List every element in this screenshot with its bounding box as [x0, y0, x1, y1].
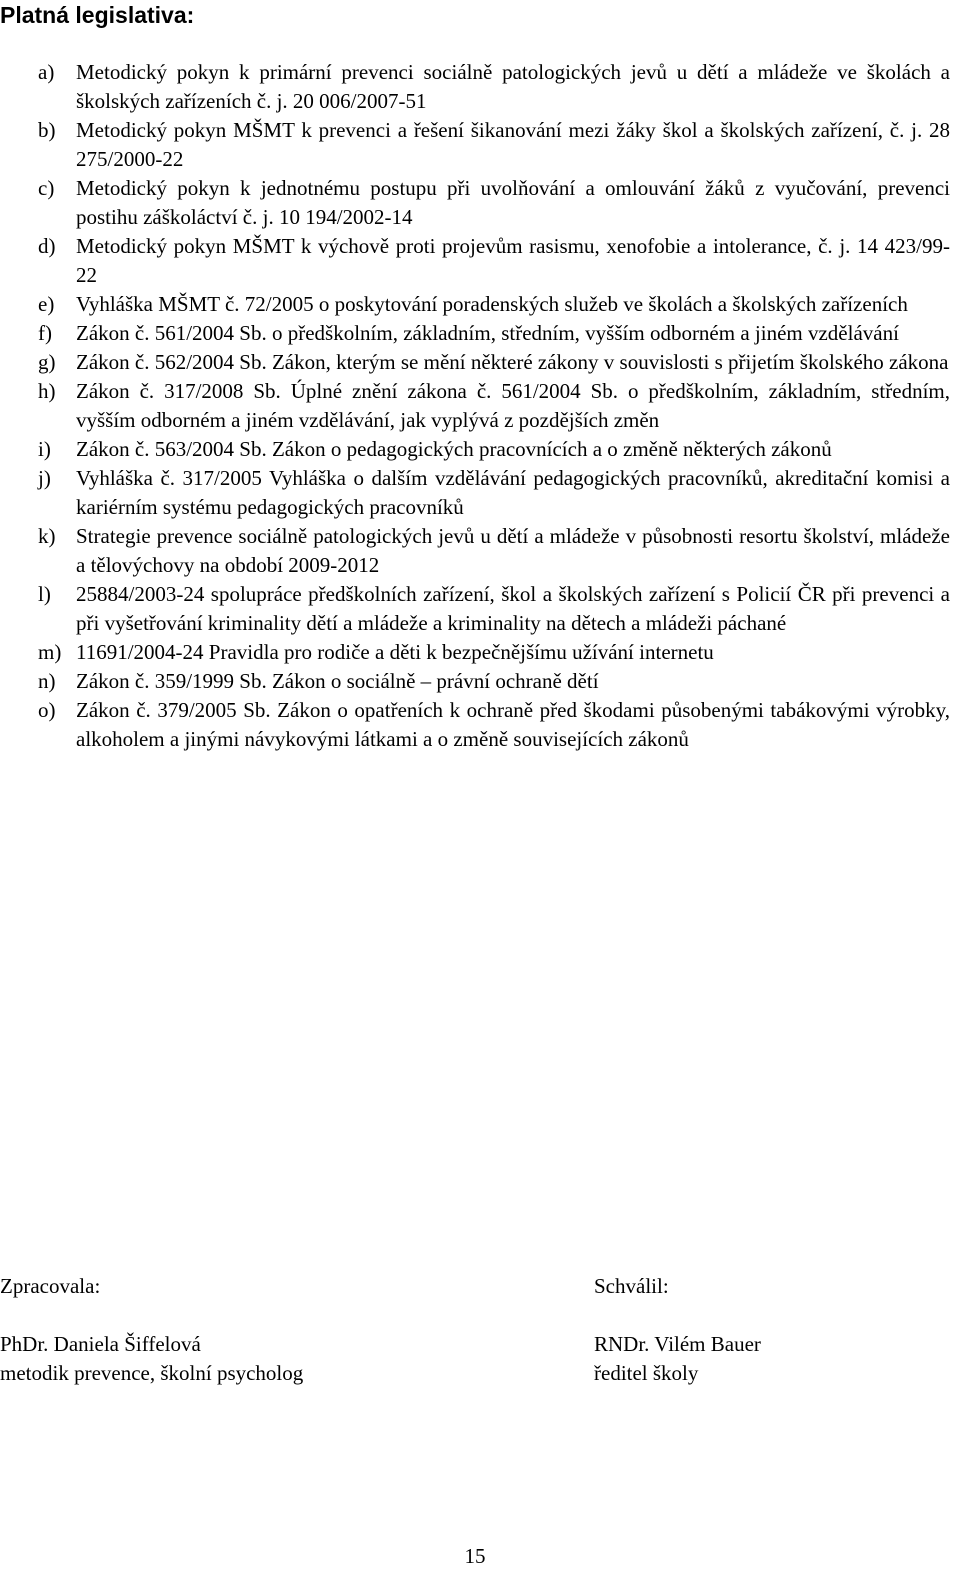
legislation-item-k	[38, 522, 950, 580]
signature-title: metodik prevence, školní psycholog	[0, 1361, 304, 1385]
item-letter: e)	[38, 292, 55, 316]
item-letter: j)	[38, 466, 51, 490]
page-number: 15	[464, 1544, 486, 1568]
legislation-item-n	[38, 667, 950, 696]
legislation-item-j	[38, 464, 950, 522]
item-letter: o)	[38, 698, 56, 722]
item-text: 25884/2003-24 spolupráce předškolních zařízení, škol a školských zařízení s Policií ČR při prevenci a při vyšetřování kriminality dětí a mládeže a kriminality na dětech a mládeži páchané	[76, 582, 950, 635]
item-text: Zákon č. 379/2005 Sb. Zákon o opatřeních k ochraně před škodami působenými tabákovými výrobky, alkoholem a jinými návykovými látkami a o změně souvisejících zákonů	[76, 698, 950, 751]
signature-role: Schválil:	[594, 1274, 669, 1298]
item-letter: h)	[38, 379, 56, 403]
signature-name: RNDr. Vilém Bauer	[594, 1332, 761, 1356]
item-text: Metodický pokyn MŠMT k prevenci a řešení šikanování mezi žáky škol a školských zařízení, č. j. 28 275/2000-22	[76, 118, 950, 171]
item-letter: i)	[38, 437, 51, 461]
legislation-item-o	[38, 696, 950, 754]
item-letter: d)	[38, 234, 56, 258]
signature-approved-by	[594, 1272, 954, 1388]
page-title: Platná legislativa:	[0, 2, 195, 28]
item-letter: g)	[38, 350, 56, 374]
item-text: Metodický pokyn k jednotnému postupu při uvolňování a omlouvání žáků z vyučování, prevenci postihu záškoláctví č. j. 10 194/2002-14	[76, 176, 950, 229]
signature-prepared-by	[0, 1272, 450, 1388]
legislation-list	[38, 58, 950, 754]
signature-title: ředitel školy	[594, 1361, 699, 1385]
item-text: Metodický pokyn MŠMT k výchově proti projevům rasismu, xenofobie a intolerance, č. j. 14 423/99-22	[76, 234, 950, 287]
item-text: Strategie prevence sociálně patologických jevů u dětí a mládeže v působnosti resortu školství, mládeže a tělovýchovy na období 2009-2012	[76, 524, 950, 577]
legislation-item-e	[38, 290, 950, 319]
item-letter: f)	[38, 321, 52, 345]
item-letter: l)	[38, 582, 51, 606]
legislation-item-f	[38, 319, 950, 348]
legislation-item-b	[38, 116, 950, 174]
item-text: Zákon č. 317/2008 Sb. Úplné znění zákona č. 561/2004 Sb. o předškolním, základním, středním, vyšším odborném a jiném vzdělávání, jak vyplývá z pozdějších změn	[76, 379, 950, 432]
legislation-item-h	[38, 377, 950, 435]
signature-spacer	[594, 1301, 954, 1330]
item-letter: m)	[38, 640, 62, 664]
item-letter: n)	[38, 669, 56, 693]
item-letter: k)	[38, 524, 56, 548]
legislation-item-m	[38, 638, 950, 667]
legislation-item-a	[38, 58, 950, 116]
item-text: Zákon č. 561/2004 Sb. o předškolním, základním, středním, vyšším odborném a jiném vzdělávání	[76, 321, 899, 345]
legislation-item-d	[38, 232, 950, 290]
signature-role: Zpracovala:	[0, 1274, 101, 1298]
legislation-item-i	[38, 435, 950, 464]
signature-name: PhDr. Daniela Šiffelová	[0, 1332, 201, 1356]
item-text: 11691/2004-24 Pravidla pro rodiče a děti k bezpečnějšímu užívání internetu	[76, 640, 714, 664]
signature-spacer	[0, 1301, 450, 1330]
item-text: Zákon č. 359/1999 Sb. Zákon o sociálně – právní ochraně dětí	[76, 669, 599, 693]
item-letter: a)	[38, 60, 55, 84]
item-letter: c)	[38, 176, 55, 200]
item-text: Zákon č. 562/2004 Sb. Zákon, kterým se mění některé zákony v souvislosti s přijetím školského zákona	[76, 350, 949, 374]
item-text: Vyhláška MŠMT č. 72/2005 o poskytování poradenských služeb ve školách a školských zařízeních	[76, 292, 908, 316]
item-text: Zákon č. 563/2004 Sb. Zákon o pedagogických pracovnících a o změně některých zákonů	[76, 437, 832, 461]
item-text: Metodický pokyn k primární prevenci sociálně patologických jevů u dětí a mládeže ve školách a školských zařízeních č. j. 20 006/2007-51	[76, 60, 950, 113]
item-letter: b)	[38, 118, 56, 142]
legislation-item-g	[38, 348, 950, 377]
legislation-item-c	[38, 174, 950, 232]
legislation-item-l	[38, 580, 950, 638]
item-text: Vyhláška č. 317/2005 Vyhláška o dalším vzdělávání pedagogických pracovníků, akreditační komisi a kariérním systému pedagogických pracovníků	[76, 466, 950, 519]
